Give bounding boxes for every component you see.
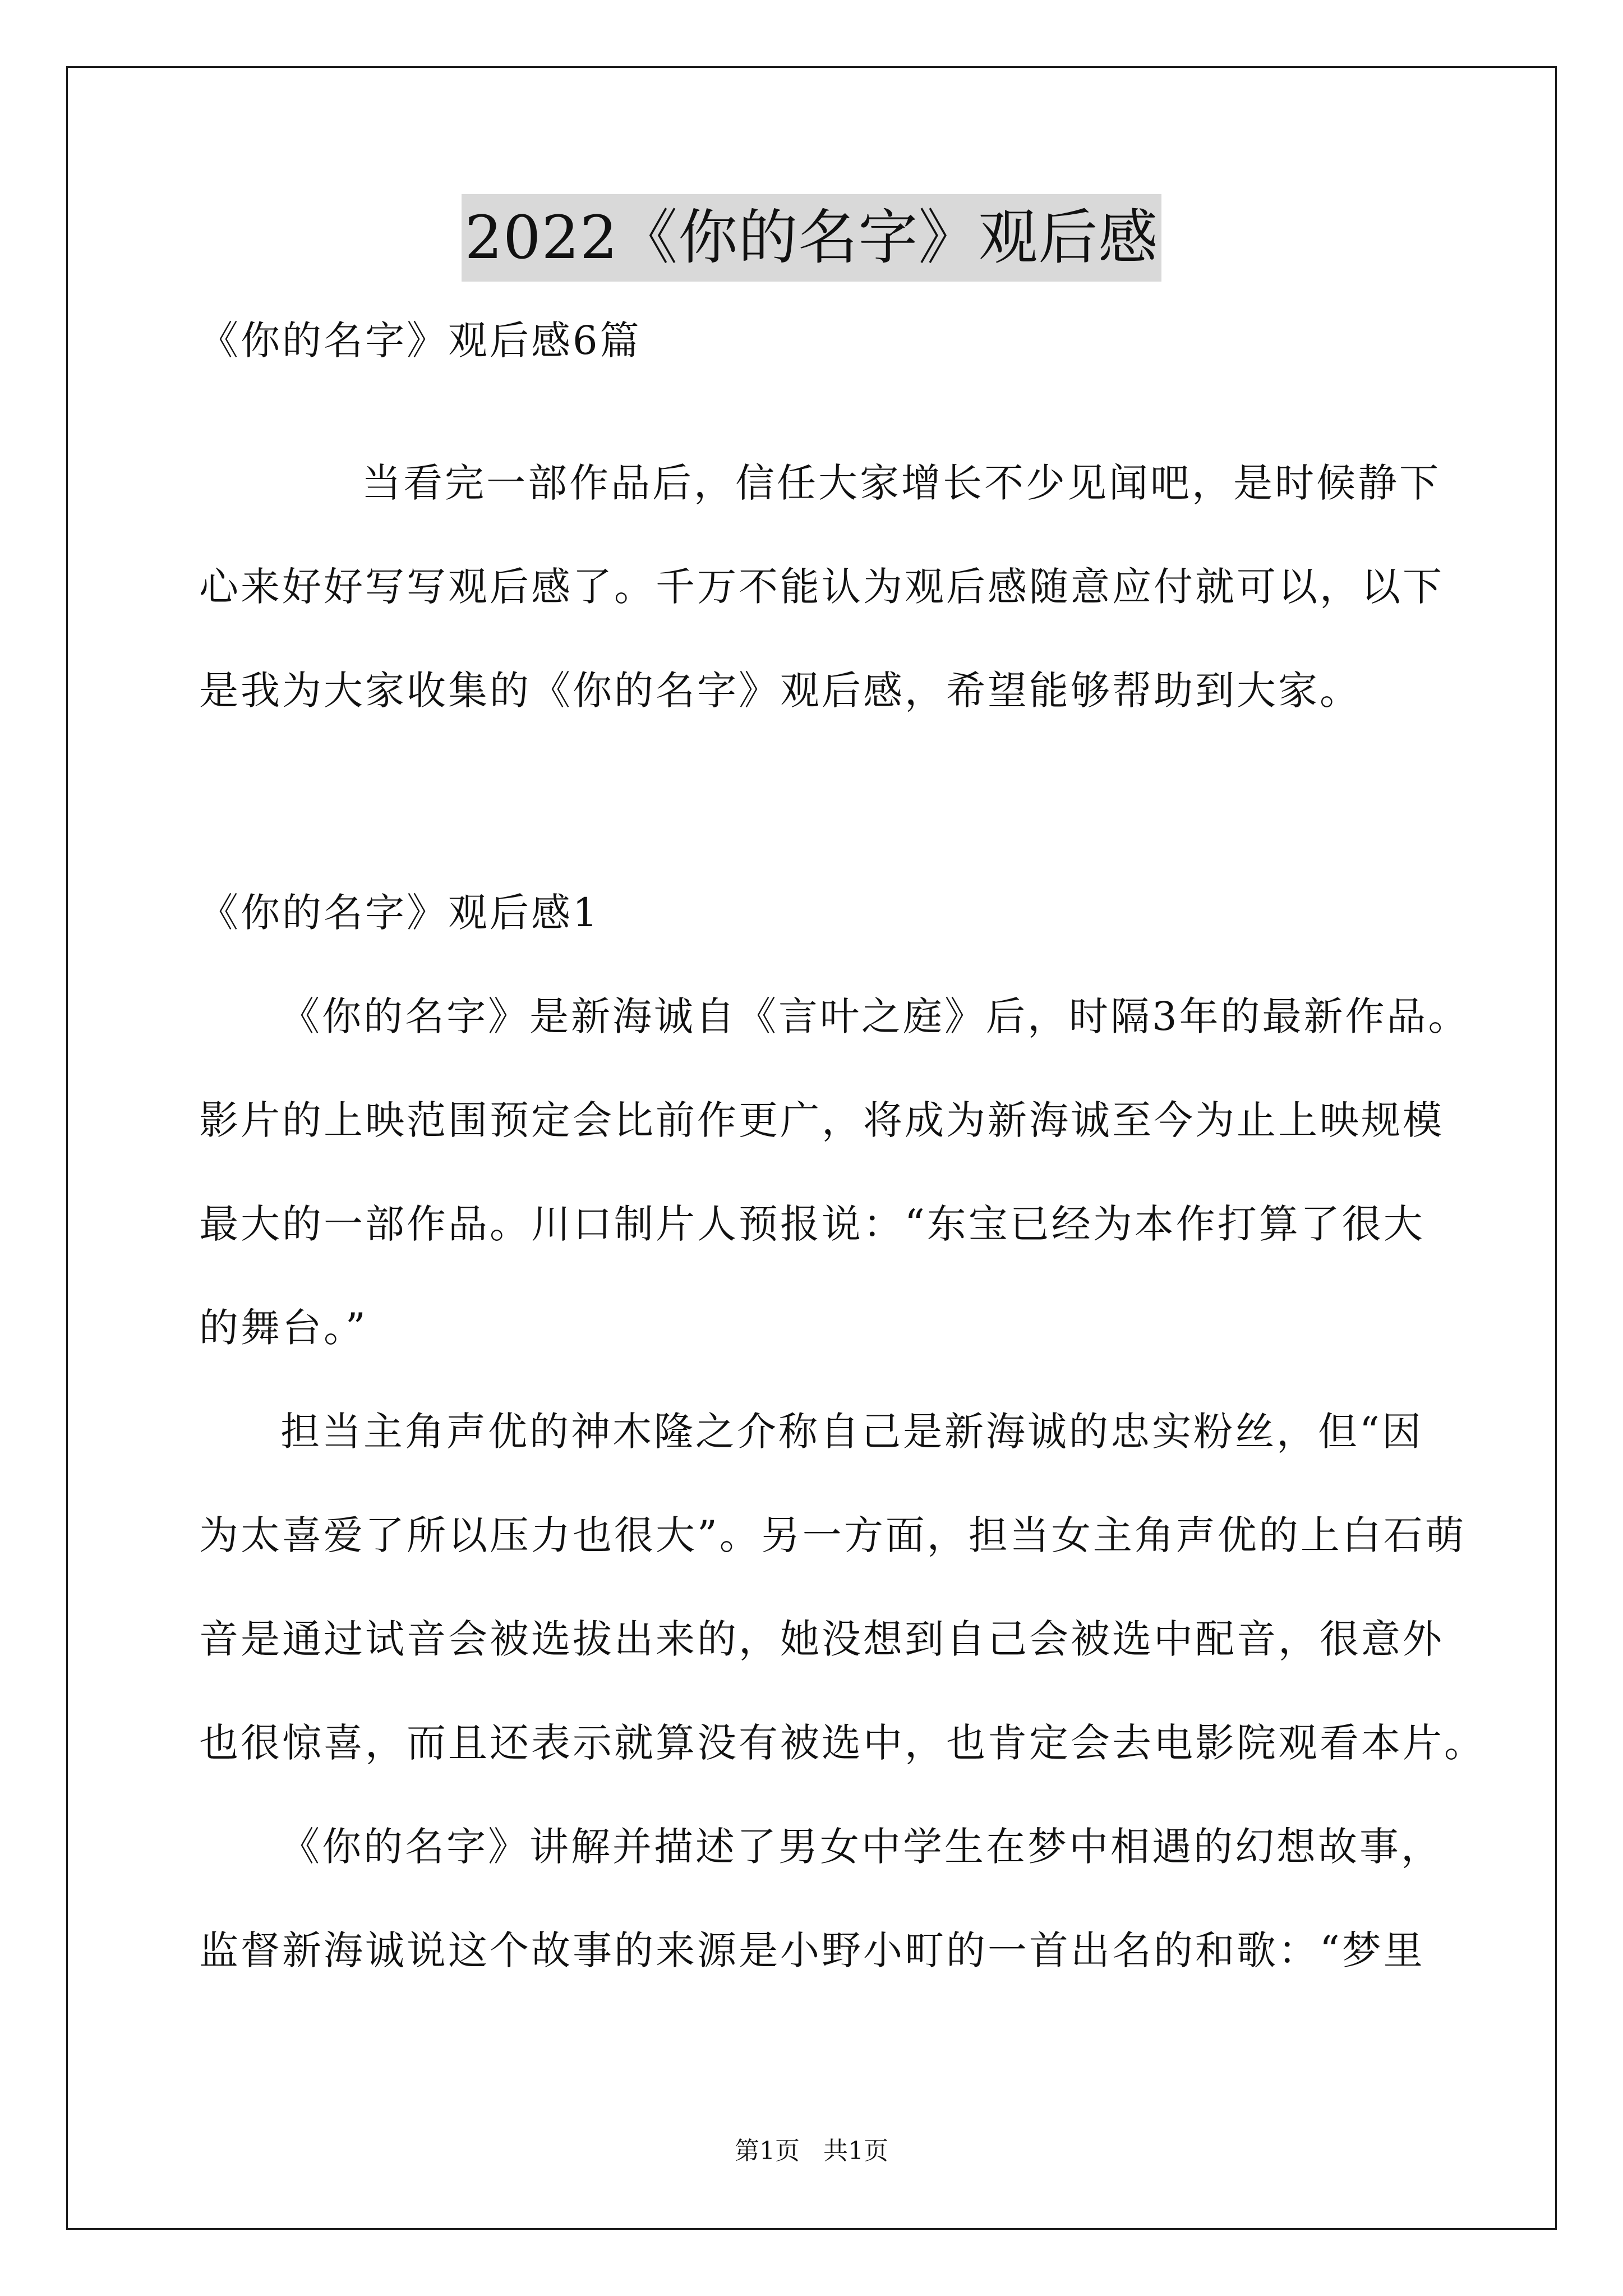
paragraph-line: 为太喜爱了所以压力也很大”。另一方面，担当女主角声优的上白石萌 (199, 1512, 1467, 1558)
title-container (0, 194, 1623, 282)
paragraph-line: 是我为大家收集的《你的名字》观后感，希望能够帮助到大家。 (199, 668, 1361, 714)
section-heading: 《你的名字》观后感1 (199, 890, 600, 936)
paragraph-line: 影片的上映范围预定会比前作更广，将成为新海诚至今为止上映规模 (199, 1097, 1444, 1143)
paragraph-line: 心来好好写写观后感了。千万不能认为观后感随意应付就可以，以下 (199, 564, 1444, 610)
page-border (66, 66, 1557, 2230)
paragraph-line: 监督新海诚说这个故事的来源是小野小町的一首出名的和歌：“梦里 (199, 1927, 1425, 1973)
paragraph-line: 最大的一部作品。川口制片人预报说：“东宝已经为本作打算了很大 (199, 1201, 1425, 1247)
paragraph-line: 担当主角声优的神木隆之介称自己是新海诚的忠实粉丝，但“因 (280, 1409, 1423, 1455)
document-title: 2022《你的名字》观后感 (462, 194, 1162, 282)
paragraph-line: 当看完一部作品后，信任大家增长不少见闻吧，是时候静下 (362, 460, 1441, 506)
paragraph-line: 《你的名字》是新海诚自《言叶之庭》后，时隔3年的最新作品。 (280, 993, 1470, 1039)
paragraph-line: 也很惊喜，而且还表示就算没有被选中，也肯定会去电影院观看本片。 (199, 1720, 1486, 1766)
paragraph-line: 音是通过试音会被选拔出来的，她没想到自己会被选中配音，很意外 (199, 1616, 1444, 1662)
page-footer: 第1页 共1页 (735, 2137, 888, 2165)
paragraph-line: 《你的名字》讲解并描述了男女中学生在梦中相遇的幻想故事， (280, 1824, 1442, 1870)
document-subtitle: 《你的名字》观后感6篇 (199, 318, 642, 364)
paragraph-line: 的舞台。” (199, 1305, 368, 1351)
